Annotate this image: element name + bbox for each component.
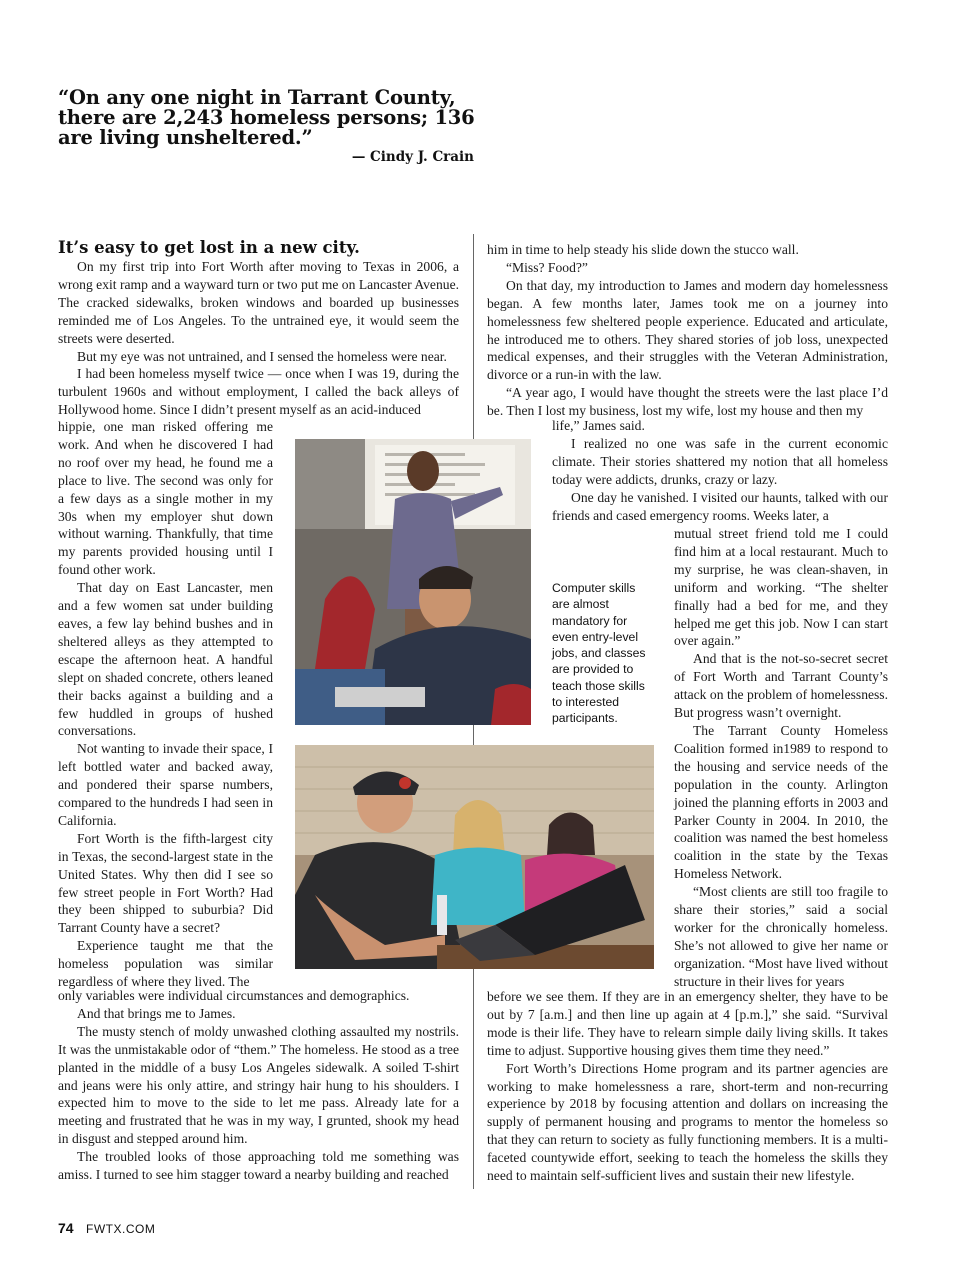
- column-2-top: [487, 241, 888, 420]
- paragraph: On my first trip into Fort Worth after moving to Texas in 2006, a wrong exit ramp and a wayward turn or two put me on Lancaster Avenue. The cracked sidewalks, broken windows and boarded up businesses reminded me of Los Angeles. To the untrained eye, it would seem the streets were deserted.: [58, 259, 459, 346]
- paragraph: And that is the not-so-secret secret of Fort Worth and Tarrant County’s attack on the problem of homelessness. But progress wasn’t overnight.: [674, 651, 888, 721]
- column-2-mid: [552, 417, 888, 524]
- page-number: 74: [58, 1220, 74, 1236]
- paragraph: Fort Worth is the fifth-largest city in Texas, the second-largest state in the United States. Why then did I see so few street people in Fort Worth? Had they been shipped to suburbia? Did Tarrant County have a secret?: [58, 830, 273, 936]
- paragraph: The troubled looks of those approaching told me something was amiss. I turned to see him stagger toward a nearby building and reached: [58, 1149, 459, 1183]
- paragraph: him in time to help steady his slide down the stucco wall.: [487, 242, 799, 257]
- photo-caption: Computer skills are almost mandatory for even entry-level jobs, and classes are provided to teach those skills to interested participants.: [552, 581, 646, 726]
- article-heading: It’s easy to get lost in a new city.: [58, 238, 360, 257]
- paragraph: “A year ago, I would have thought the streets were the last place I’d be. Then I lost my business, lost my wife, lost my house and then my: [487, 385, 888, 419]
- paragraph: That day on East Lancaster, men and a few women sat under building eaves, a few lay behind bushes and in sheltered alleys as they attempted to escape the afternoon heat. A handful slept on shaded concrete, others leaned their backs against a building and a few huddled in groups of hushed conversations.: [58, 580, 273, 739]
- paragraph: “Most clients are still too fragile to share their stories,” said a social worker for the chronically homeless. She’s not allowed to give her name or organization. “Most have lived without structure in their lives for years: [674, 884, 888, 989]
- paragraph: I had been homeless myself twice — once when I was 19, during the turbulent 1960s and without employment, I called the back alleys of Hollywood home. Since I didn’t present myself as an acid-induced: [58, 366, 459, 418]
- paragraph: On that day, my introduction to James and modern day homelessness began. A few months later, James took me on a journey into homelessness few sheltered people experience. Educated and articulate, he introduced me to others. They shared stories of job loss, unexpected medical expenses, and their struggles with the Veteran Administration, divorce or a run-in with the law.: [487, 277, 888, 383]
- paragraph: Experience taught me that the homeless population was similar regardless of where they lived. The: [58, 938, 273, 990]
- paragraph: And that brings me to James.: [77, 1005, 236, 1021]
- paragraph: One day he vanished. I visited our haunts, talked with our friends and cased emergency rooms. Weeks later, a: [552, 489, 888, 523]
- paragraph: Not wanting to invade their space, I left bottled water and backed away, and pondered their sparse numbers, compared to the hundreds I had seen in California.: [58, 741, 273, 828]
- laptop-photo: [295, 745, 654, 969]
- column-2-narrow: [674, 525, 888, 991]
- photo-icon: [295, 745, 654, 969]
- classroom-photo: [295, 439, 531, 725]
- paragraph: mutual street friend told me I could find him at a local restaurant. Much to my surprise, he was clean-shaven, in uniform and working. “The shelter finally had a bed for me, and they helped me get this job. Now I can start over again.”: [674, 526, 888, 649]
- column-2-bottom: [487, 988, 888, 1185]
- pull-quote: “On any one night in Tarrant County, there are 2,243 homeless persons; 136 are living unsheltered.”: [58, 86, 475, 149]
- paragraph: The Tarrant County Homeless Coalition formed in1989 to respond to the housing and service needs of the population in the county. Arlington joined the planning efforts in 2003 and Parker County in 2004. In 2010, the coalition was named the best homeless coalition in the state by the Texas Homeless Network.: [674, 722, 888, 882]
- paragraph: I realized no one was safe in the current economic climate. Their stories shattered my notion that all homeless today were addicts, drunks, crazy or lazy.: [552, 435, 888, 487]
- paragraph: life,” James said.: [552, 418, 645, 433]
- pull-quote-attribution: — Cindy J. Crain: [351, 149, 474, 165]
- photo-icon: [295, 439, 531, 725]
- column-1-bottom: [58, 987, 459, 1184]
- paragraph: But my eye was not untrained, and I sensed the homeless were near.: [77, 348, 447, 364]
- column-1-narrow: [58, 418, 273, 991]
- column-1-top: [58, 238, 459, 419]
- paragraph: Fort Worth’s Directions Home program and its partner agencies are working to make homelessness a rare, short-term and non-recurring experience by 2018 by focusing attention and dollars on increasing the supply of permanent housing and programs to mentor the homeless so that they can return to society as fully functioning members. It is a multi-faceted countywide effort, seeking to teach the homeless the skills they need to maintain self-sufficient lives and sustain their new lifestyle.: [487, 1060, 888, 1184]
- paragraph: before we see them. If they are in an emergency shelter, they have to be out by 7 [a.m.] and then line up again at 4 [p.m.],” she said. “Survival mode is their life. They have to relearn simple daily living skills. It takes time to adjust. Supportive housing gives them time they need.”: [487, 989, 888, 1058]
- paragraph: “Miss? Food?”: [506, 259, 588, 275]
- footer-site: FWTX.COM: [86, 1222, 156, 1236]
- paragraph: The musty stench of moldy unwashed clothing assaulted my nostrils. It was the unmistakable odor of “them.” The homeless. He stood as a tree planted in the middle of a busy Los Angeles sidewalk. A soiled T-shirt and jeans were his only attire, and stringy hair hung to his shoulders. I expected him to move to the side to let me pass. Already late for a meeting and frustrated that he was in my way, I grunted, shook my head in disgust and stepped around him.: [58, 1023, 459, 1147]
- paragraph: hippie, one man risked offering me work. And when he discovered I had no roof over my head, he found me a place to live. The second was only for a few days as a single mother in my 30s when my employer shut down without warning. Thankfully, that time my parents provided housing until I found other work.: [58, 419, 273, 578]
- paragraph: only variables were individual circumstances and demographics.: [58, 988, 410, 1003]
